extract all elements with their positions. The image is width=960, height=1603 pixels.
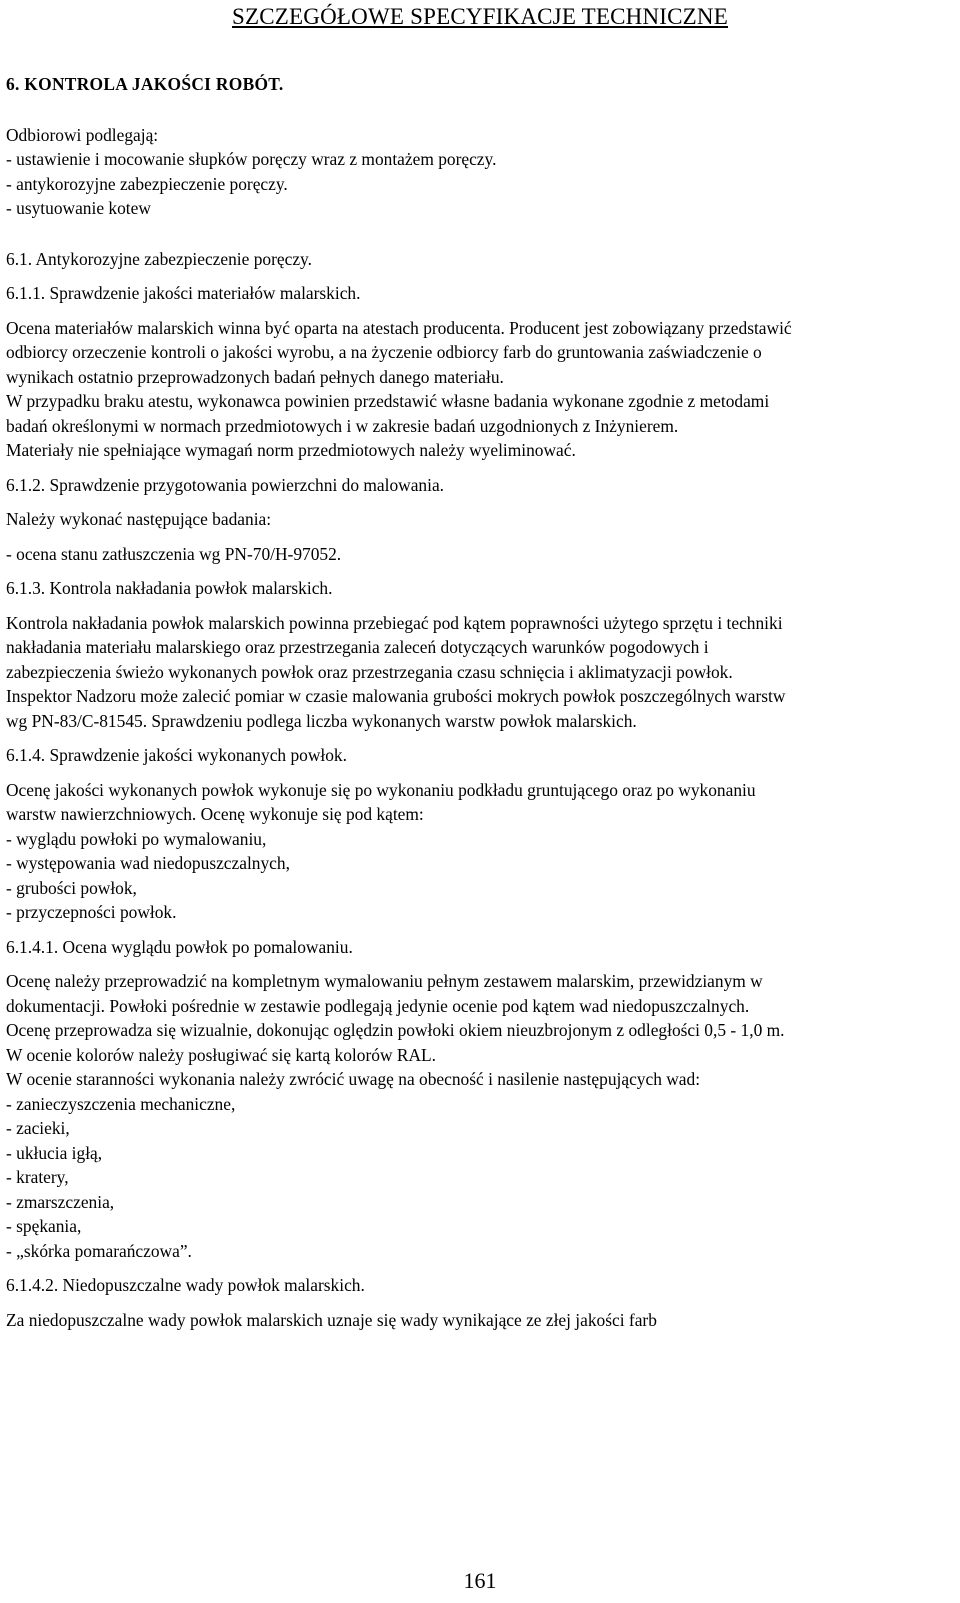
paragraph-line: W ocenie kolorów należy posługiwać się kartą kolorów RAL. [6,1044,436,1065]
paragraph-line: Za niedopuszczalne wady powłok malarskich uznaje się wady wynikające ze złej jakości farb [6,1309,657,1330]
paragraph-line: W ocenie staranności wykonania należy zwrócić uwagę na obecność i nasilenie następujących wad: [6,1069,701,1089]
intro-item: - usytuowanie kotew [6,198,151,218]
paragraph-line: odbiorcy orzeczenie kontroli o jakości wyrobu, a na życzenie odbiorcy farb do gruntowania zaświadczenie o [6,342,762,362]
list-item: - wyglądu powłoki po wymalowaniu, [6,828,267,849]
subsection-heading: 6.1.4.2. Niedopuszczalne wady powłok malarskich. [6,1275,365,1295]
intro-item: - ustawienie i mocowanie słupków poręczy wraz z montażem poręczy. [6,149,497,169]
header-title: SZCZEGÓŁOWE SPECYFIKACJE TECHNICZNE [232,4,728,29]
paragraph-line: badań określonymi w normach przedmiotowych i w zakresie badań uzgodnionych z Inżynierem. [6,415,679,436]
paragraph-line: Kontrola nakładania powłok malarskich powinna przebiegać pod kątem poprawności użytego sprzętu i techniki [6,612,783,633]
list-item: - zacieki, [6,1118,70,1138]
list-item: - ocena stanu zatłuszczenia wg PN-70/H-97052. [6,543,342,564]
list-item: - przyczepności powłok. [6,902,177,922]
intro-lead: Odbiorowi podlegają: [6,124,159,145]
intro-item: - antykorozyjne zabezpieczenie poręczy. [6,173,288,194]
paragraph-line: Ocenę należy przeprowadzić na kompletnym wymalowaniu pełnym zestawem malarskim, przewidzianym w [6,971,763,991]
page-header [0,4,960,30]
list-item: - kratery, [6,1167,69,1187]
paragraph-line: dokumentacji. Powłoki pośrednie w zestawie podlegają jedynie ocenie pod kątem wad niedopuszczalnych. [6,995,750,1016]
list-item: - zanieczyszczenia mechaniczne, [6,1093,236,1114]
paragraph-line: Ocenę przeprowadza się wizualnie, dokonując oględzin powłoki okiem nieuzbrojonym z odległości 0,5 - 1,0 m. [6,1020,785,1040]
list-item: - zmarszczenia, [6,1191,115,1212]
paragraph-line: Ocena materiałów malarskich winna być oparta na atestach producenta. Producent jest zobowiązany przedstawić [6,317,792,338]
list-item: - „skórka pomarańczowa”. [6,1240,192,1261]
paragraph-line: Inspektor Nadzoru może zalecić pomiar w czasie malowania grubości mokrych powłok poszczególnych warstw [6,686,786,706]
paragraph-line: wynikach ostatnio przeprowadzonych badań pełnych danego materiału. [6,366,504,387]
subsection-heading: 6.1.2. Sprawdzenie przygotowania powierzchni do malowania. [6,474,445,495]
subsection-heading: 6.1.4. Sprawdzenie jakości wykonanych powłok. [6,745,347,765]
list-item: - spękania, [6,1216,82,1236]
subsection-heading: 6.1.3. Kontrola nakładania powłok malarskich. [6,578,333,598]
paragraph-line: W przypadku braku atestu, wykonawca powinien przedstawić własne badania wykonane zgodnie z metodami [6,391,770,411]
list-item: - ukłucia igłą, [6,1142,103,1163]
list-item: - grubości powłok, [6,877,137,898]
paragraph-line: zabezpieczenia świeżo wykonanych powłok oraz przestrzegania czasu schnięcia i aklimatyzacji powłok. [6,661,733,682]
paragraph-line: wg PN-83/C-81545. Sprawdzeniu podlega liczba wykonanych warstw powłok malarskich. [6,710,637,731]
list-item: - występowania wad niedopuszczalnych, [6,853,290,873]
paragraph-line: Ocenę jakości wykonanych powłok wykonuje się po wykonaniu podkładu gruntującego oraz po wykonaniu [6,779,756,800]
document-body [6,72,946,1332]
paragraph-line: nakładania materiału malarskiego oraz przestrzegania zaleceń dotyczących warunków pogodowych i [6,637,709,657]
subsection-heading: 6.1. Antykorozyjne zabezpieczenie poręczy. [6,248,312,269]
paragraph-line: Należy wykonać następujące badania: [6,509,272,529]
section-heading: 6. KONTROLA JAKOŚCI ROBÓT. [6,74,284,94]
paragraph-line: warstw nawierzchniowych. Ocenę wykonuje się pod kątem: [6,804,424,824]
page-number: 161 [463,1568,497,1593]
paragraph-line: Materiały nie spełniające wymagań norm przedmiotowych należy wyeliminować. [6,440,576,460]
subsection-heading: 6.1.1. Sprawdzenie jakości materiałów malarskich. [6,283,361,303]
subsection-heading: 6.1.4.1. Ocena wyglądu powłok po pomalowaniu. [6,936,353,957]
